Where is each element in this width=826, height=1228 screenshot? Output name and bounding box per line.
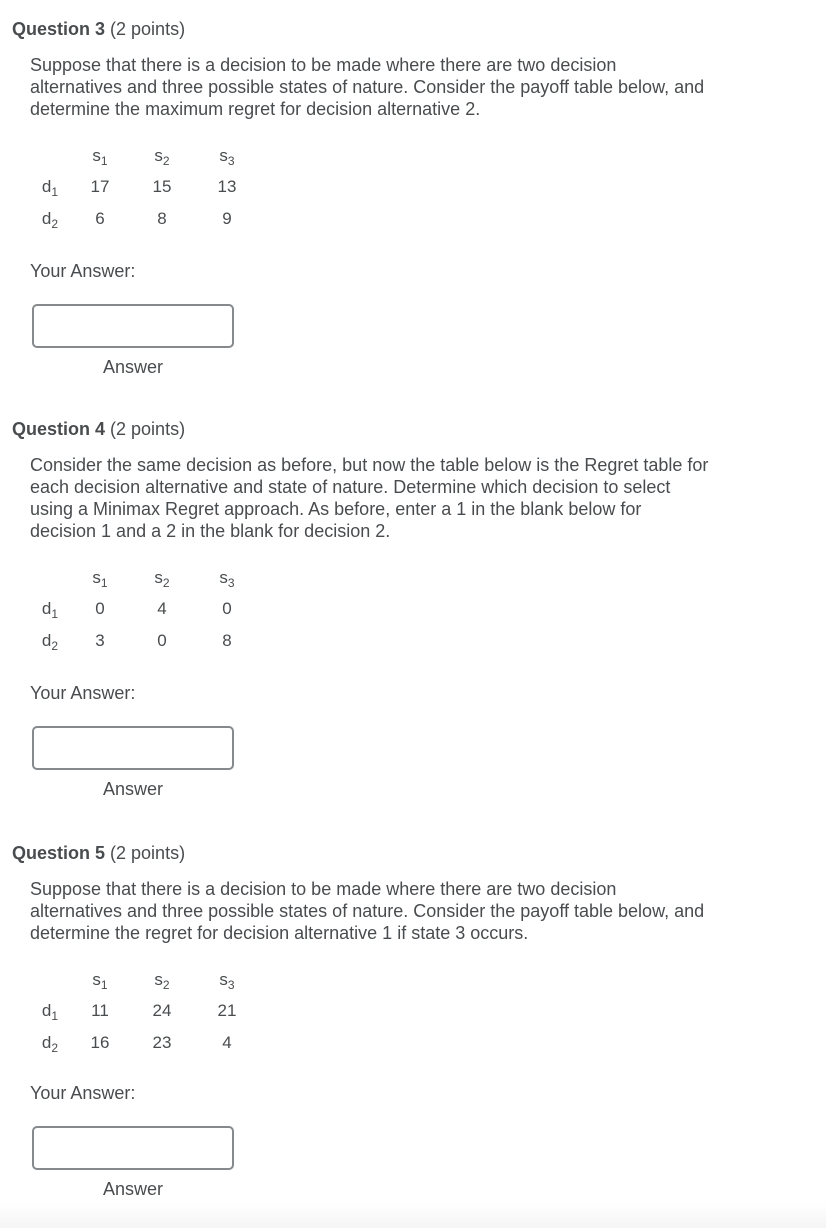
question-prompt bbox=[30, 878, 770, 944]
answer-input[interactable] bbox=[32, 1126, 234, 1170]
prompt-line: alternatives and three possible states of nature. Consider the payoff table below, and bbox=[30, 77, 705, 97]
table-cell: 21 bbox=[217, 1001, 237, 1020]
table-cell: 3 bbox=[95, 631, 105, 650]
your-answer-label: Your Answer: bbox=[30, 261, 136, 281]
prompt-line: each decision alternative and state of nature. Determine which decision to select bbox=[30, 477, 671, 497]
column-header-s2: $s_2$ bbox=[154, 146, 170, 168]
table-cell: 24 bbox=[152, 1001, 172, 1020]
prompt-line: Consider the same decision as before, but now the table below is the Regret table for bbox=[30, 455, 709, 475]
row-header-d2: $d_2$ bbox=[41, 209, 59, 231]
row-header-d1: $d_1$ bbox=[41, 599, 59, 621]
question-number: Question 4 bbox=[12, 419, 106, 439]
row-header-d2: $d_2$ bbox=[41, 1033, 59, 1055]
table-cell: 9 bbox=[222, 209, 232, 228]
your-answer-label: Your Answer: bbox=[30, 683, 136, 703]
row-header-d1: $d_1$ bbox=[41, 1001, 59, 1023]
column-header-s1: $s_1$ bbox=[92, 568, 108, 590]
answer-field-label: Answer bbox=[102, 1179, 164, 1199]
column-header-s2: $s_2$ bbox=[154, 970, 170, 992]
question-points: (2 points) bbox=[110, 19, 186, 39]
row-header-d1: $d_1$ bbox=[41, 177, 59, 199]
question-title bbox=[12, 418, 185, 440]
question-title bbox=[12, 18, 185, 40]
column-header-s3: $s_3$ bbox=[219, 568, 235, 590]
table-cell: 11 bbox=[91, 1001, 109, 1020]
prompt-line: determine the regret for decision alternative 1 if state 3 occurs. bbox=[30, 923, 529, 943]
table-cell: 13 bbox=[217, 177, 237, 196]
table-cell: 4 bbox=[157, 599, 167, 618]
row-header-d2: $d_2$ bbox=[41, 631, 59, 653]
prompt-line: determine the maximum regret for decision alternative 2. bbox=[30, 99, 481, 119]
answer-field-label: Answer bbox=[102, 779, 164, 799]
prompt-line: Suppose that there is a decision to be made where there are two decision bbox=[30, 55, 617, 75]
question-points: (2 points) bbox=[110, 419, 186, 439]
question-title bbox=[12, 842, 185, 864]
table-cell: 16 bbox=[90, 1033, 110, 1052]
question-number: Question 3 bbox=[12, 19, 106, 39]
answer-input[interactable] bbox=[32, 726, 234, 770]
page-bottom-fade bbox=[0, 1202, 826, 1228]
question-prompt bbox=[30, 54, 770, 120]
table-cell: 0 bbox=[222, 599, 232, 618]
your-answer-label: Your Answer: bbox=[30, 1083, 136, 1103]
table-cell: 23 bbox=[152, 1033, 172, 1052]
prompt-line: alternatives and three possible states of nature. Consider the payoff table below, and bbox=[30, 901, 705, 921]
question-points: (2 points) bbox=[110, 843, 186, 863]
column-header-s2: $s_2$ bbox=[154, 568, 170, 590]
column-header-s3: $s_3$ bbox=[219, 970, 235, 992]
table-cell: 4 bbox=[222, 1033, 232, 1052]
answer-input[interactable] bbox=[32, 304, 234, 348]
table-cell: 15 bbox=[152, 177, 172, 196]
question-number: Question 5 bbox=[12, 843, 106, 863]
prompt-line: using a Minimax Regret approach. As before, enter a 1 in the blank below for bbox=[30, 499, 642, 519]
column-header-s1: $s_1$ bbox=[92, 146, 108, 168]
table-cell: 0 bbox=[95, 599, 105, 618]
column-header-s3: $s_3$ bbox=[219, 146, 235, 168]
column-header-s1: $s_1$ bbox=[92, 970, 108, 992]
table-cell: 17 bbox=[90, 177, 110, 196]
question-prompt bbox=[30, 454, 770, 542]
table-cell: 6 bbox=[95, 209, 105, 228]
prompt-line: decision 1 and a 2 in the blank for decision 2. bbox=[30, 521, 391, 541]
table-cell: 0 bbox=[157, 631, 167, 650]
table-cell: 8 bbox=[157, 209, 167, 228]
prompt-line: Suppose that there is a decision to be made where there are two decision bbox=[30, 879, 617, 899]
answer-field-label: Answer bbox=[102, 357, 164, 377]
table-cell: 8 bbox=[222, 631, 232, 650]
